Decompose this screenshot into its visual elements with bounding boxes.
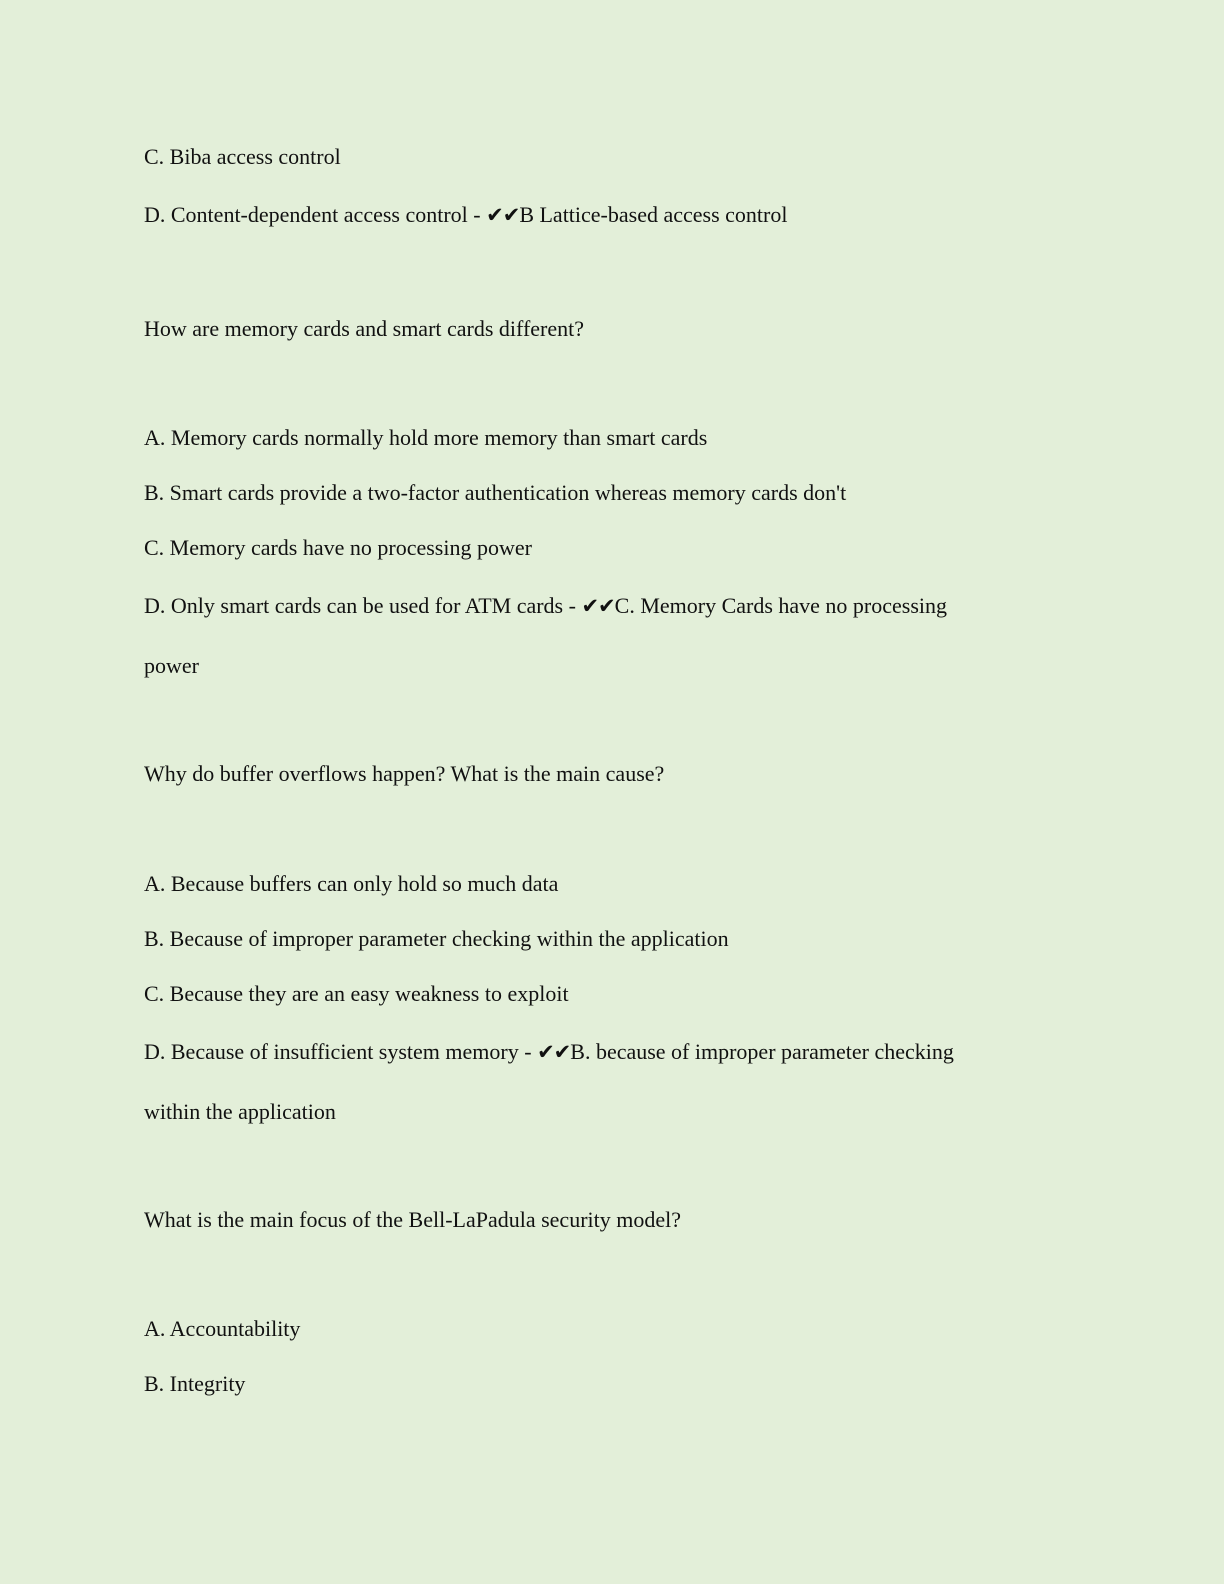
q1-option-d: D. Content-dependent access control - (144, 202, 487, 227)
double-check-icon: ✔✔ (581, 594, 615, 618)
double-check-icon: ✔✔ (537, 1040, 571, 1064)
double-check-icon: ✔✔ (486, 203, 520, 227)
q3-answer: B. because of improper parameter checking (570, 1039, 954, 1064)
q3-answer-continued: within the application (144, 1099, 336, 1124)
q3-option-c: C. Because they are an easy weakness to exploit (144, 981, 569, 1006)
q2-option-c: C. Memory cards have no processing power (144, 535, 532, 560)
q2-option-b: B. Smart cards provide a two-factor authentication whereas memory cards don't (144, 480, 847, 505)
q2-question: How are memory cards and smart cards different? (144, 316, 585, 341)
q1-answer: B Lattice-based access control (519, 202, 788, 227)
q3-question: Why do buffer overflows happen? What is the main cause? (144, 761, 665, 786)
q3-option-a: A. Because buffers can only hold so much data (144, 871, 559, 896)
q4-option-a: A. Accountability (144, 1316, 301, 1341)
q1-option-c: C. Biba access control (144, 144, 341, 169)
q2-answer: C. Memory Cards have no processing (614, 593, 948, 618)
q2-option-d: D. Only smart cards can be used for ATM cards - (144, 593, 582, 618)
q3-option-b: B. Because of improper parameter checking within the application (144, 926, 729, 951)
q1-option-d-with-answer (144, 202, 787, 228)
q2-option-a: A. Memory cards normally hold more memory than smart cards (144, 425, 708, 450)
q4-option-b: B. Integrity (144, 1371, 246, 1396)
q3-option-d-with-answer (144, 1039, 954, 1065)
q3-option-d: D. Because of insufficient system memory - (144, 1039, 538, 1064)
q4-question: What is the main focus of the Bell-LaPadula security model? (144, 1207, 682, 1232)
q2-option-d-with-answer (144, 593, 947, 619)
q2-answer-continued: power (144, 653, 199, 678)
